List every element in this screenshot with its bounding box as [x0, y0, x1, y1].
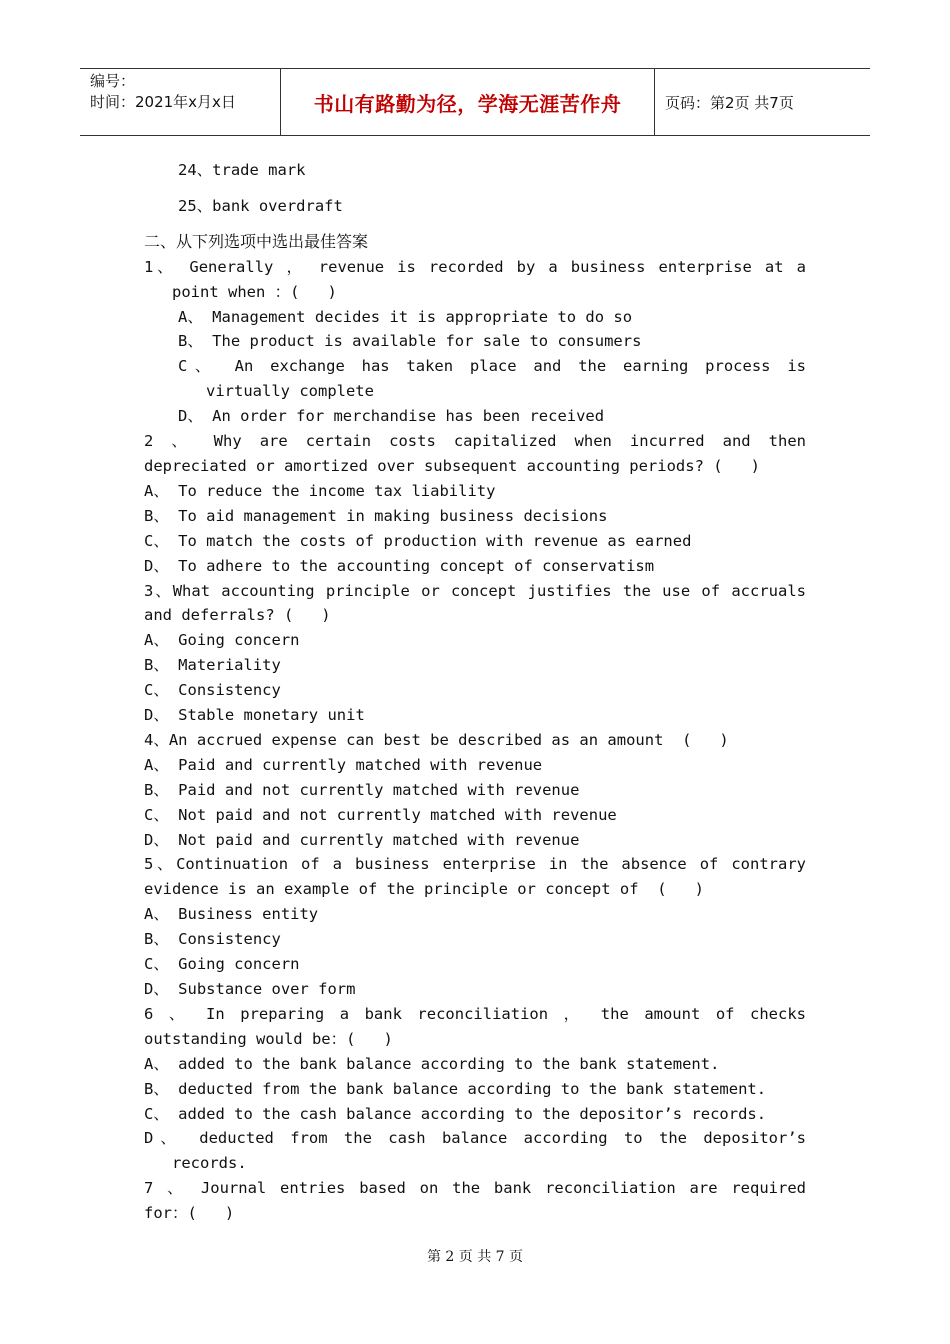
option-c: C、 Consistency [144, 681, 281, 700]
option-d: D、 An order for merchandise has been received [178, 407, 605, 426]
option-d: D、 Stable monetary unit [144, 706, 365, 725]
option-a: A、 To reduce the income tax liability [144, 481, 496, 500]
term-item: 25、bank overdraft [178, 196, 343, 215]
question-4-line: 4、An accrued expense can best be described as an amount ( ) [144, 730, 729, 749]
option-d: D、 deducted from the cash balance according to the depositor’s [144, 1129, 806, 1148]
question-7-line: for：( ) [144, 1204, 235, 1223]
option-d: D、 To adhere to the accounting concept of conservatism [144, 556, 655, 575]
question-5-line: 5、Continuation of a business enterprise in the absence of contrary [144, 855, 806, 874]
question-5-line: evidence is an example of the principle or concept of ( ) [144, 880, 704, 899]
option-c: C、 An exchange has taken place and the earning process is [178, 357, 806, 376]
option-b: B、 Consistency [144, 930, 281, 949]
page-header [80, 68, 870, 136]
section-title: 二、从下列选项中选出最佳答案 [144, 231, 369, 251]
option-d: D、 Not paid and currently matched with revenue [144, 830, 580, 849]
option-a: A、 Management decides it is appropriate to do so [178, 307, 633, 326]
time-label: 时间：2021年x月x日 [90, 93, 236, 111]
page-footer: 第 2 页 共 7 页 [426, 1249, 524, 1265]
option-d-continued: records. [172, 1154, 247, 1173]
option-a: A、 Paid and currently matched with revenue [144, 755, 543, 774]
option-c: C、 Going concern [144, 955, 300, 974]
document-body [144, 158, 806, 1226]
option-b: B、 deducted from the bank balance according to the bank statement. [144, 1079, 767, 1098]
option-b: B、 Paid and not currently matched with revenue [144, 780, 580, 799]
option-c-continued: virtually complete [206, 382, 374, 401]
option-c: C、 Not paid and not currently matched with revenue [144, 805, 617, 824]
option-c: C、 To match the costs of production with revenue as earned [144, 531, 692, 550]
number-label: 编号： [90, 72, 136, 90]
option-b: B、 Materiality [144, 656, 281, 675]
question-1-line: point when ：( ) [172, 282, 337, 301]
option-a: A、 Business entity [144, 905, 319, 924]
question-6-line: 6 、 In preparing a bank reconciliation ， the amount of checks [144, 1004, 806, 1023]
question-2-line: depreciated or amortized over subsequent accounting periods? ( ) [144, 456, 760, 475]
question-6-line: outstanding would be：( ) [144, 1029, 393, 1048]
option-c: C、 added to the cash balance according to the depositor’s records. [144, 1104, 767, 1123]
option-a: A、 added to the bank balance according to the bank statement. [144, 1054, 720, 1073]
option-b: B、 The product is available for sale to consumers [178, 332, 642, 351]
question-2-line: 2 、 Why are certain costs capitalized when incurred and then [144, 432, 806, 451]
option-d: D、 Substance over form [144, 980, 356, 998]
term-item: 24、trade mark [178, 161, 306, 179]
option-a: A、 Going concern [144, 631, 300, 650]
header-meta [80, 69, 281, 135]
question-1-line: 1、 Generally ， revenue is recorded by a business enterprise at a [144, 257, 806, 276]
question-7-line: 7 、 Journal entries based on the bank reconciliation are required [144, 1179, 806, 1198]
option-b: B、 To aid management in making business decisions [144, 506, 608, 525]
question-3-line: and deferrals? ( ) [144, 606, 331, 625]
question-3-line: 3、What accounting principle or concept justifies the use of accruals [144, 581, 806, 600]
header-motto: 书山有路勤为径，学海无涯苦作舟 [281, 69, 655, 135]
header-page-label: 页码：第2页 共7页 [665, 93, 794, 112]
